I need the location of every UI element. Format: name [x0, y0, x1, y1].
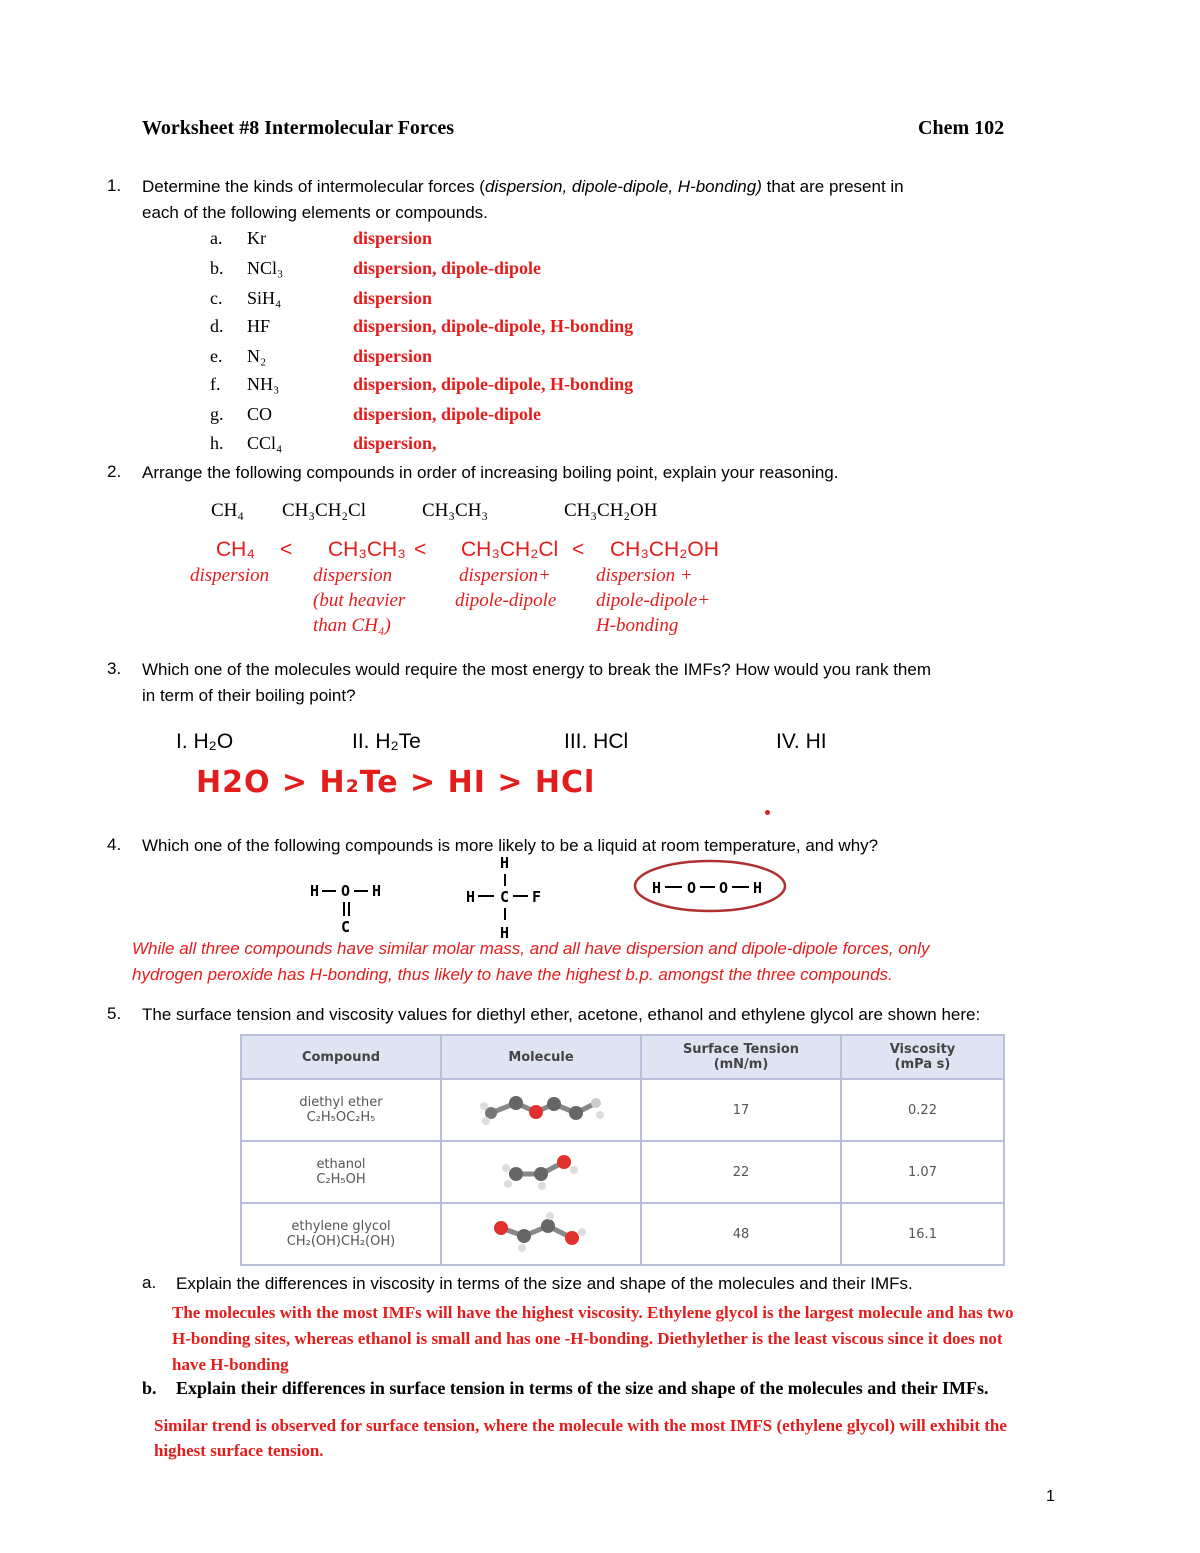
item-letter: e. [210, 346, 223, 366]
svg-text:O: O [687, 879, 697, 897]
ball-stick-model-icon [486, 1210, 596, 1254]
item-letter: b. [210, 258, 224, 278]
svg-text:H: H [372, 882, 382, 900]
surface-tension-cell: 17 [641, 1079, 841, 1141]
q3-option: I. H₂O [176, 730, 234, 753]
q2-order-item: CH₃CH₂Cl [461, 538, 559, 561]
q2-compound: CH₃CH₂OH [564, 500, 658, 521]
table-row [241, 1141, 1004, 1203]
item-formula: HF [247, 316, 271, 336]
surface-tension-cell: 22 [641, 1141, 841, 1203]
item-letter: d. [210, 316, 224, 336]
q3-option: II. H₂Te [352, 730, 421, 753]
item-letter: c. [210, 288, 223, 308]
molecule-model-ethanol [441, 1141, 641, 1203]
column-header-molecule: Molecule [441, 1035, 641, 1079]
q5-number: 5. [107, 1004, 122, 1023]
item-letter: h. [210, 433, 224, 453]
item-answer: dispersion [353, 228, 433, 248]
item-answer: dispersion, dipole-dipole [353, 404, 542, 424]
q1-item [210, 288, 910, 314]
q5a-text: Explain the differences in viscosity in terms of the size and shape of the molecules and their IMFs. [176, 1274, 913, 1293]
viscosity-cell: 16.1 [841, 1203, 1004, 1265]
item-answer: dispersion [353, 288, 433, 308]
q1-item [210, 433, 910, 459]
q5b-answer: Similar trend is observed for surface tension, where the molecule with the most IMFS (ethylene glycol) will exhibit the highest surface tension. [154, 1416, 1007, 1460]
q1-text: Determine the kinds of intermolecular forces (dispersion, dipole-dipole, H-bonding) that are present in each of the following elements or compounds. [142, 177, 904, 222]
svg-text:H: H [500, 924, 510, 942]
q3-text: Which one of the molecules would require the most energy to break the IMFs? How would you rank them in term of their boiling point? [142, 660, 931, 705]
svg-text:H: H [310, 882, 320, 900]
q1-item [210, 346, 910, 372]
q5a-answer: The molecules with the most IMFs will have the highest viscosity. Ethylene glycol is the largest molecule and has two H-bonding sites, whereas ethanol is small and has one -H-bonding. Diethylether is the least viscous since it does not have H-bonding [172, 1303, 1014, 1374]
viscosity-cell: 0.22 [841, 1079, 1004, 1141]
item-formula: NH₃ [247, 374, 280, 394]
q3-option: IV. HI [776, 730, 827, 753]
item-answer: dispersion [353, 346, 433, 366]
svg-text:O: O [341, 882, 351, 900]
molecule-1-structure [310, 880, 400, 938]
red-dot-mark [765, 810, 770, 815]
q1-item [210, 374, 910, 400]
item-answer: dispersion, dipole-dipole, H-bonding [353, 374, 634, 394]
q1-item [210, 316, 910, 342]
svg-text:H: H [466, 888, 476, 906]
item-answer: dispersion, dipole-dipole, H-bonding [353, 316, 634, 336]
q3-option: III. HCl [564, 730, 629, 753]
item-letter: f. [210, 374, 221, 394]
q4-text: Which one of the following compounds is more likely to be a liquid at room temperature, and why? [142, 836, 879, 855]
compound-cell: ethylene glycol CH₂(OH)CH₂(OH) [241, 1203, 441, 1265]
molecule-model-diethyl-ether [441, 1079, 641, 1141]
svg-text:H: H [652, 879, 662, 897]
molecule-1 [310, 880, 400, 942]
q1-item [210, 258, 910, 284]
molecule-model-ethylene-glycol [441, 1203, 641, 1265]
molecule-3-circled [632, 858, 792, 923]
molecule-2 [466, 852, 556, 946]
table-row [241, 1079, 1004, 1141]
item-formula: CO [247, 404, 273, 424]
q2-compound: CH₃CH₂Cl [282, 500, 366, 521]
q2-order-sign: < [414, 538, 427, 561]
q2-note: dispersion+ dipole-dipole [455, 565, 557, 611]
column-header-viscosity: Viscosity (mPa s) [841, 1035, 1004, 1079]
surface-tension-cell: 48 [641, 1203, 841, 1265]
ball-stick-model-icon [496, 1148, 586, 1192]
svg-text:C: C [341, 918, 351, 936]
page-number: 1 [1046, 1488, 1055, 1505]
column-header-surface-tension: Surface Tension (mN/m) [641, 1035, 841, 1079]
molecule-3-structure [632, 858, 792, 918]
item-letter: a. [210, 228, 223, 248]
q5b-text: Explain their differences in surface tension in terms of the size and shape of the molecules and their IMFs. [176, 1378, 989, 1398]
q2-text: Arrange the following compounds in order of increasing boiling point, explain your reasoning. [142, 463, 839, 482]
q2-order-item: CH₄ [216, 538, 255, 561]
compound-cell: ethanol C₂H₅OH [241, 1141, 441, 1203]
table-header-row [241, 1035, 1004, 1079]
table-row [241, 1203, 1004, 1265]
q2-number: 2. [107, 462, 122, 481]
q3-number: 3. [107, 659, 122, 678]
q4-number: 4. [107, 835, 122, 854]
q5b-label: b. [142, 1378, 157, 1398]
svg-text:O: O [719, 879, 729, 897]
worksheet-title: Worksheet #8 Intermolecular Forces [142, 117, 454, 139]
item-answer: dispersion, [353, 433, 437, 453]
svg-text:F: F [532, 888, 542, 906]
ball-stick-model-icon [476, 1088, 606, 1128]
item-answer: dispersion, dipole-dipole [353, 258, 542, 278]
svg-text:C: C [500, 888, 510, 906]
q2-compound: CH₄ [211, 500, 245, 521]
item-formula: SiH₄ [247, 288, 282, 308]
column-header-compound: Compound [241, 1035, 441, 1079]
molecule-2-structure [466, 852, 556, 942]
item-formula: CCl₄ [247, 433, 283, 453]
q2-order-item: CH₃CH₃ [328, 538, 406, 561]
viscosity-cell: 1.07 [841, 1141, 1004, 1203]
item-letter: g. [210, 404, 224, 424]
item-formula: NCl₃ [247, 258, 284, 278]
q1-item [210, 228, 910, 254]
q2-compound: CH₃CH₃ [422, 500, 489, 521]
q5a-label: a. [142, 1273, 157, 1292]
q2-note: dispersion [190, 565, 270, 586]
item-formula: Kr [247, 228, 266, 248]
item-formula: N₂ [247, 346, 267, 366]
q2-order-item: CH₃CH₂OH [610, 538, 719, 561]
q5-text: The surface tension and viscosity values for diethyl ether, acetone, ethanol and ethylene glycol are shown here: [142, 1005, 981, 1024]
q3-handwritten-answer: H2O > H₂Te > HI > HCl [196, 765, 596, 800]
svg-text:H: H [500, 854, 510, 872]
properties-table [240, 1034, 1005, 1266]
q2-order-sign: < [572, 538, 585, 561]
course-label: Chem 102 [918, 117, 1005, 139]
q2-order-sign: < [280, 538, 293, 561]
q2-note: dispersion + dipole-dipole+ H-bonding [596, 565, 711, 636]
q1-item [210, 404, 910, 430]
svg-text:H: H [753, 879, 763, 897]
q1-number: 1. [107, 176, 122, 195]
q4-answer: While all three compounds have similar molar mass, and all have dispersion and dipole-dipole forces, only hydrogen peroxide has H-bonding, thus likely to have the highest b.p. amongst the three compounds. [132, 939, 930, 984]
compound-cell: diethyl ether C₂H₅OC₂H₅ [241, 1079, 441, 1141]
q2-note: dispersion (but heavier than CH₄) [313, 565, 406, 636]
